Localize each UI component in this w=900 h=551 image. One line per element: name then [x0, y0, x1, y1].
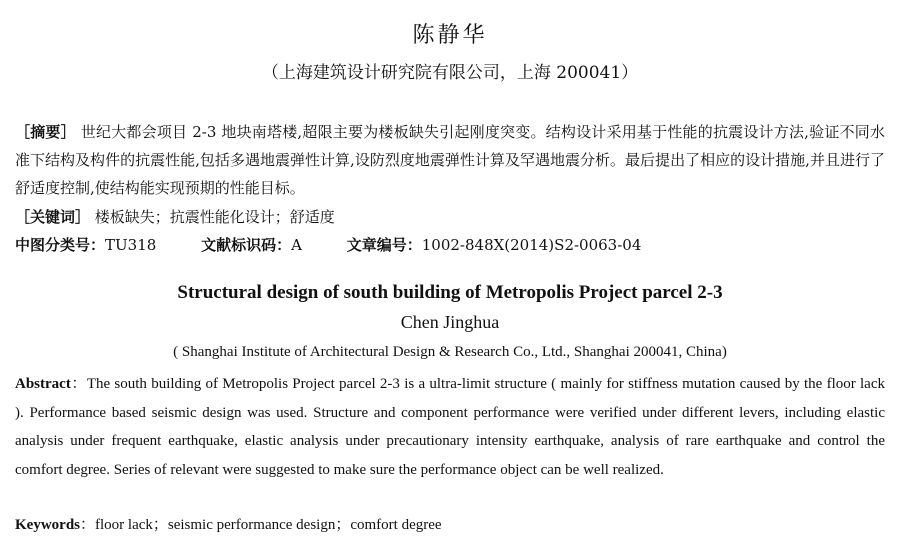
- keywords-en: [15, 513, 885, 534]
- article-no-label: 文章编号：: [346, 236, 422, 254]
- article-no-value: 1002-848X(2014)S2-0063-04: [421, 236, 642, 254]
- keywords-text-cn: 楼板缺失；抗震性能化设计；舒适度: [94, 208, 335, 226]
- author-name-en: Chen Jinghua: [400, 312, 500, 332]
- doc-code-label: 文献标识码：: [201, 236, 292, 254]
- affiliation-en: ( Shanghai Institute of Architectural Design & Research Co., Ltd., Shanghai 200041, China): [173, 344, 727, 360]
- abstract-cn: [15, 118, 885, 202]
- paper-title-en: Structural design of south building of Metropolis Project parcel 2-3: [177, 282, 723, 303]
- abstract-label-en: Abstract: [15, 376, 71, 392]
- doc-code-group: [201, 236, 302, 254]
- article-metadata-cn: [15, 234, 885, 255]
- keywords-text-en: ：floor lack；seismic performance design；comfort degree: [80, 517, 442, 533]
- keywords-label-en: Keywords: [15, 517, 80, 533]
- doc-code-value: A: [291, 236, 302, 254]
- author-name-cn: 陈静华: [412, 23, 488, 48]
- clc-group: [15, 236, 156, 254]
- keywords-cn: [15, 206, 885, 227]
- keywords-label-cn: ［关键词］: [15, 208, 91, 226]
- abstract-text-cn: 世纪大都会项目 2-3 地块南塔楼,超限主要为楼板缺失引起刚度突变。结构设计采用基于性能的抗震设计方法,验证不同水准下结构及构件的抗震性能,包括多遇地震弹性计算,设防烈度地震弹性计算及罕遇地震分析。最后提出了相应的设计措施,并且进行了舒适度控制,使结构能实现预期的性能目标。: [15, 123, 885, 197]
- abstract-text-en: ：The south building of Metropolis Project parcel 2-3 is a ultra-limit structure ( mainly for stiffness mutation caused by the floor lack ). Performance based seismic design was used. Structure and component performance were verified under different levers, including elastic analysis under frequent earthquake, elastic analysis under precautionary intensity earthquake, analysis of rare earthquake and control the comfort degree. Series of relevant were suggested to make sure the performance object can be well realized.: [15, 376, 885, 478]
- affiliation-cn: （上海建筑设计研究院有限公司，上海 200041）: [261, 63, 639, 83]
- clc-value: TU318: [105, 236, 157, 254]
- article-no-group: [347, 236, 642, 254]
- abstract-en: [15, 370, 885, 484]
- clc-label: 中图分类号：: [15, 236, 106, 254]
- abstract-label-cn: ［摘要］: [15, 123, 76, 141]
